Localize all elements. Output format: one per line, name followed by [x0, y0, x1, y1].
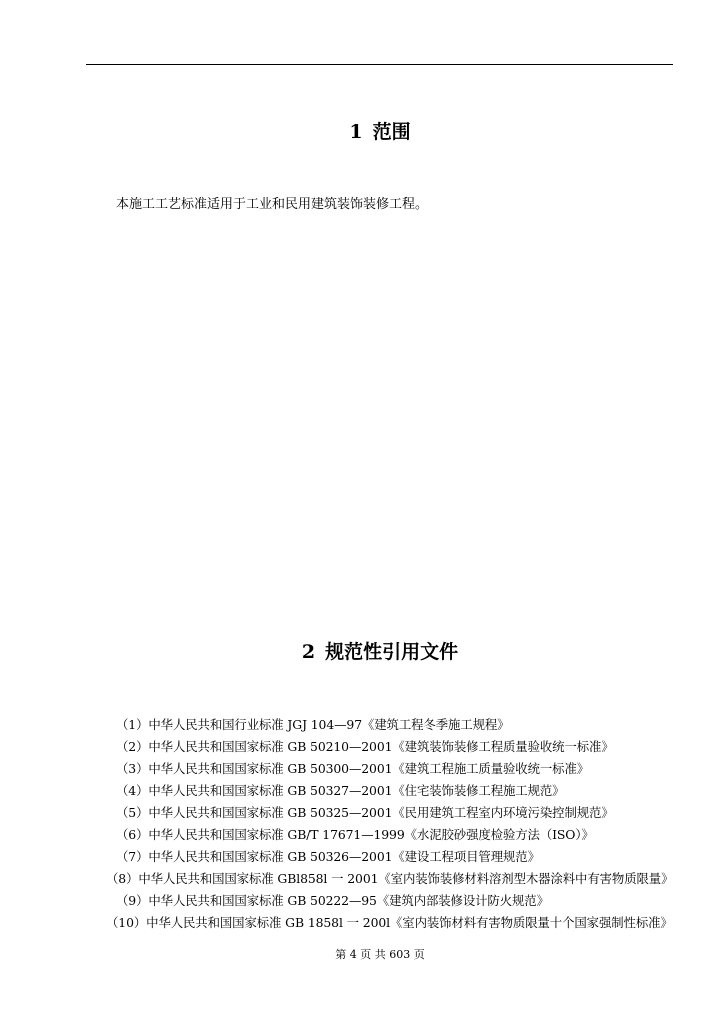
section-1-number: 1	[349, 121, 363, 143]
reference-item-4: （4）中华人民共和国国家标准 GB 50327—2001《住宅装饰装修工程施工规范》	[116, 783, 565, 798]
reference-item-8: （8）中华人民共和国国家标准 GBl858l 一 2001《室内装饰装修材料溶剂型木器涂料中有害物质限量》	[106, 871, 674, 886]
reference-item-7: （7）中华人民共和国国家标准 GB 50326—2001《建设工程项目管理规范》	[116, 849, 540, 864]
section-1-title: 范围	[372, 121, 411, 143]
section-2-title: 规范性引用文件	[325, 641, 459, 663]
reference-item-5: （5）中华人民共和国国家标准 GB 50325—2001《民用建筑工程室内环境污染控制规范》	[116, 805, 614, 820]
section-2-heading	[0, 640, 724, 664]
section-2-number: 2	[301, 641, 316, 663]
header-rule	[86, 64, 673, 65]
section-1-heading	[0, 120, 724, 144]
scope-paragraph: 本施工工艺标准适用于工业和民用建筑装饰装修工程。	[116, 197, 429, 212]
reference-item-3: （3）中华人民共和国国家标准 GB 50300—2001《建筑工程施工质量验收统一标准》	[116, 761, 590, 776]
reference-item-9: （9）中华人民共和国国家标准 GB 50222—95《建筑内部装修设计防火规范》	[116, 893, 549, 908]
reference-item-2: （2）中华人民共和国国家标准 GB 50210—2001《建筑装饰装修工程质量验收统一标准》	[116, 739, 614, 754]
reference-item-10: （10）中华人民共和国国家标准 GB 1858l 一 200l《室内装饰材料有害物质限量十个国家强制性标准》	[106, 915, 673, 930]
reference-item-1: （1）中华人民共和国行业标准 JGJ 104—97《建筑工程冬季施工规程》	[116, 717, 510, 732]
reference-list	[86, 714, 676, 934]
reference-item-6: （6）中华人民共和国国家标准 GB/T 17671—1999《水泥胶砂强度检验方法（ISO）》	[116, 827, 594, 842]
page-number: 第 4 页 共 603 页	[335, 948, 425, 961]
